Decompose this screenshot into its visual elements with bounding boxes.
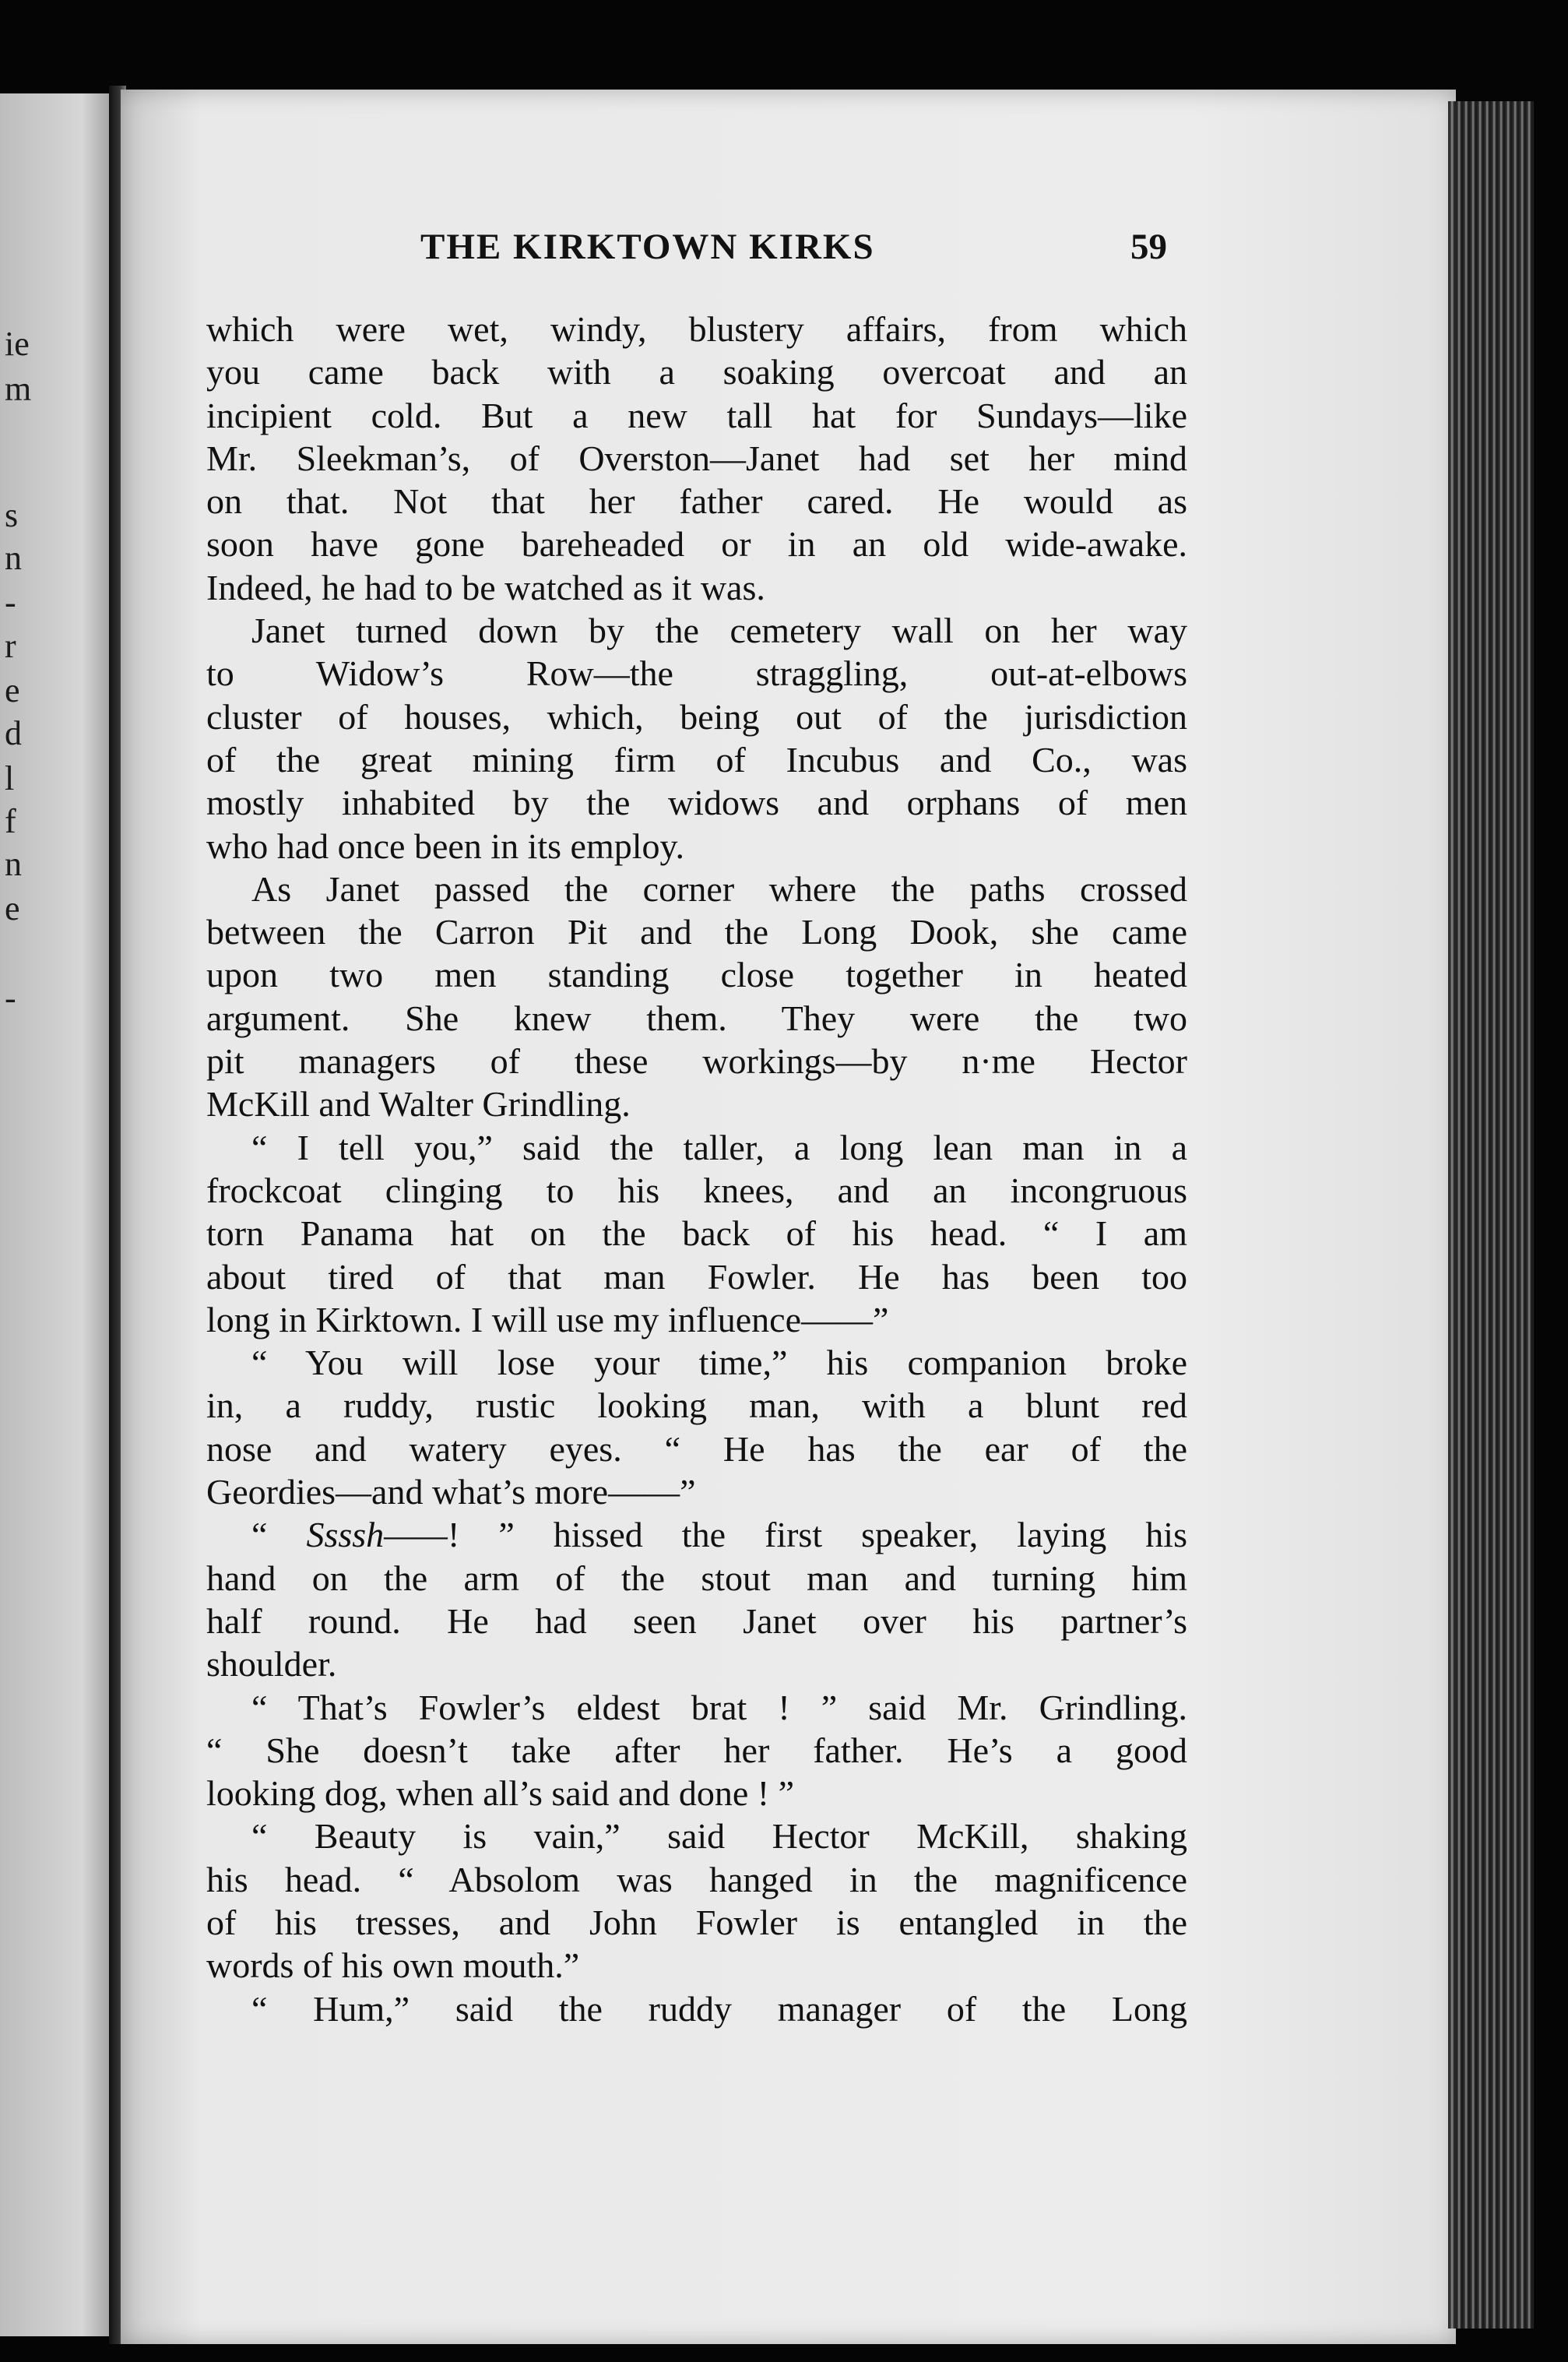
text-line: pit managers of these workings—by n·me Hector bbox=[206, 1041, 1187, 1082]
text-line: mostly inhabited by the widows and orphans of men bbox=[206, 783, 1187, 823]
text-line: Janet turned down by the cemetery wall on her way bbox=[251, 611, 1187, 651]
text-line: torn Panama hat on the back of his head. “ I am bbox=[206, 1213, 1187, 1254]
margin-fragment: l bbox=[5, 759, 15, 797]
text-line: about tired of that man Fowler. He has been too bbox=[206, 1256, 1187, 1297]
running-title: THE KIRKTOWN KIRKS bbox=[420, 227, 875, 267]
text-line: of his tresses, and John Fowler is entangled in the bbox=[206, 1902, 1187, 1942]
text-line: Indeed, he had to be watched as it was. bbox=[206, 567, 765, 607]
text-line: argument. She knew them. They were the two bbox=[206, 998, 1187, 1038]
page-number: 59 bbox=[1130, 227, 1167, 267]
text-line: incipient cold. But a new tall hat for Sundays—like bbox=[206, 395, 1187, 435]
text-line: Mr. Sleekman’s, of Overston—Janet had set her mind bbox=[206, 438, 1187, 478]
margin-fragment: s bbox=[5, 496, 19, 534]
text-line: “ Beauty is vain,” said Hector McKill, shaking bbox=[251, 1816, 1187, 1857]
text-line: of the great mining firm of Incubus and Co., was bbox=[206, 739, 1187, 780]
text-line: “ Hum,” said the ruddy manager of the Long bbox=[251, 1988, 1187, 2029]
margin-fragment: f bbox=[5, 802, 16, 840]
text-line: which were wet, windy, blustery affairs, from which bbox=[206, 309, 1187, 349]
text-line: soon have gone bareheaded or in an old wide-awake. bbox=[206, 524, 1187, 565]
margin-fragment: - bbox=[5, 979, 16, 1017]
margin-fragment: n bbox=[5, 539, 22, 577]
text-line: hand on the arm of the stout man and turning him bbox=[206, 1558, 1187, 1598]
margin-fragment: ie bbox=[5, 325, 30, 363]
text-line: to Widow’s Row—the straggling, out-at-elbows bbox=[206, 653, 1187, 694]
text-line: half round. He had seen Janet over his partner’s bbox=[206, 1600, 1187, 1641]
text-line: his head. “ Absolom was hanged in the magnificence bbox=[206, 1859, 1187, 1899]
text-line: “ She doesn’t take after her father. He’s a good bbox=[206, 1730, 1187, 1770]
text-line: nose and watery eyes. “ He has the ear of the bbox=[206, 1428, 1187, 1469]
body-text bbox=[206, 308, 1187, 2030]
text-line: “ I tell you,” said the taller, a long lean man in a bbox=[251, 1127, 1187, 1167]
text-line: frockcoat clinging to his knees, and an incongruous bbox=[206, 1170, 1187, 1210]
text-line: who had once been in its employ. bbox=[206, 825, 685, 866]
text-line: on that. Not that her father cared. He would as bbox=[206, 481, 1187, 522]
margin-fragment: e bbox=[5, 889, 20, 928]
text-line: looking dog, when all’s said and done ! ” bbox=[206, 1773, 795, 1814]
text-line: cluster of houses, which, being out of the jurisdiction bbox=[206, 696, 1187, 737]
margin-fragment: n bbox=[5, 845, 22, 883]
quote-open: “ bbox=[251, 1515, 307, 1555]
text-line: words of his own mouth.” bbox=[206, 1945, 580, 1986]
text-line: shoulder. bbox=[206, 1644, 337, 1684]
text-line: you came back with a soaking overcoat and an bbox=[206, 352, 1187, 392]
page-edges bbox=[1448, 101, 1534, 2329]
italic-exclamation: Ssssh—— bbox=[306, 1515, 448, 1555]
text-line: upon two men standing close together in heated bbox=[206, 955, 1187, 995]
text-line: Geordies—and what’s more——” bbox=[206, 1472, 696, 1512]
text-line: “ That’s Fowler’s eldest brat ! ” said Mr. Grindling. bbox=[251, 1687, 1187, 1727]
margin-fragment: m bbox=[5, 370, 32, 408]
text-line: McKill and Walter Grindling. bbox=[206, 1084, 631, 1125]
margin-fragment: d bbox=[5, 714, 22, 752]
text-line: in, a ruddy, rustic looking man, with a blunt red bbox=[206, 1385, 1187, 1426]
text-line: long in Kirktown. I will use my influence——” bbox=[206, 1299, 889, 1339]
margin-fragment: r bbox=[5, 627, 16, 665]
text-line: “ You will lose your time,” his companion broke bbox=[251, 1343, 1187, 1383]
running-head bbox=[0, 226, 1568, 280]
margin-fragment: - bbox=[5, 583, 16, 621]
text-line: between the Carron Pit and the Long Dook, she came bbox=[206, 912, 1187, 952]
text-line: As Janet passed the corner where the paths crossed bbox=[251, 868, 1187, 909]
line-remainder: ! ” hissed the first speaker, laying his bbox=[447, 1515, 1187, 1555]
text-line bbox=[206, 1513, 1187, 1556]
margin-fragment: e bbox=[5, 671, 20, 709]
facing-page bbox=[0, 93, 117, 2336]
